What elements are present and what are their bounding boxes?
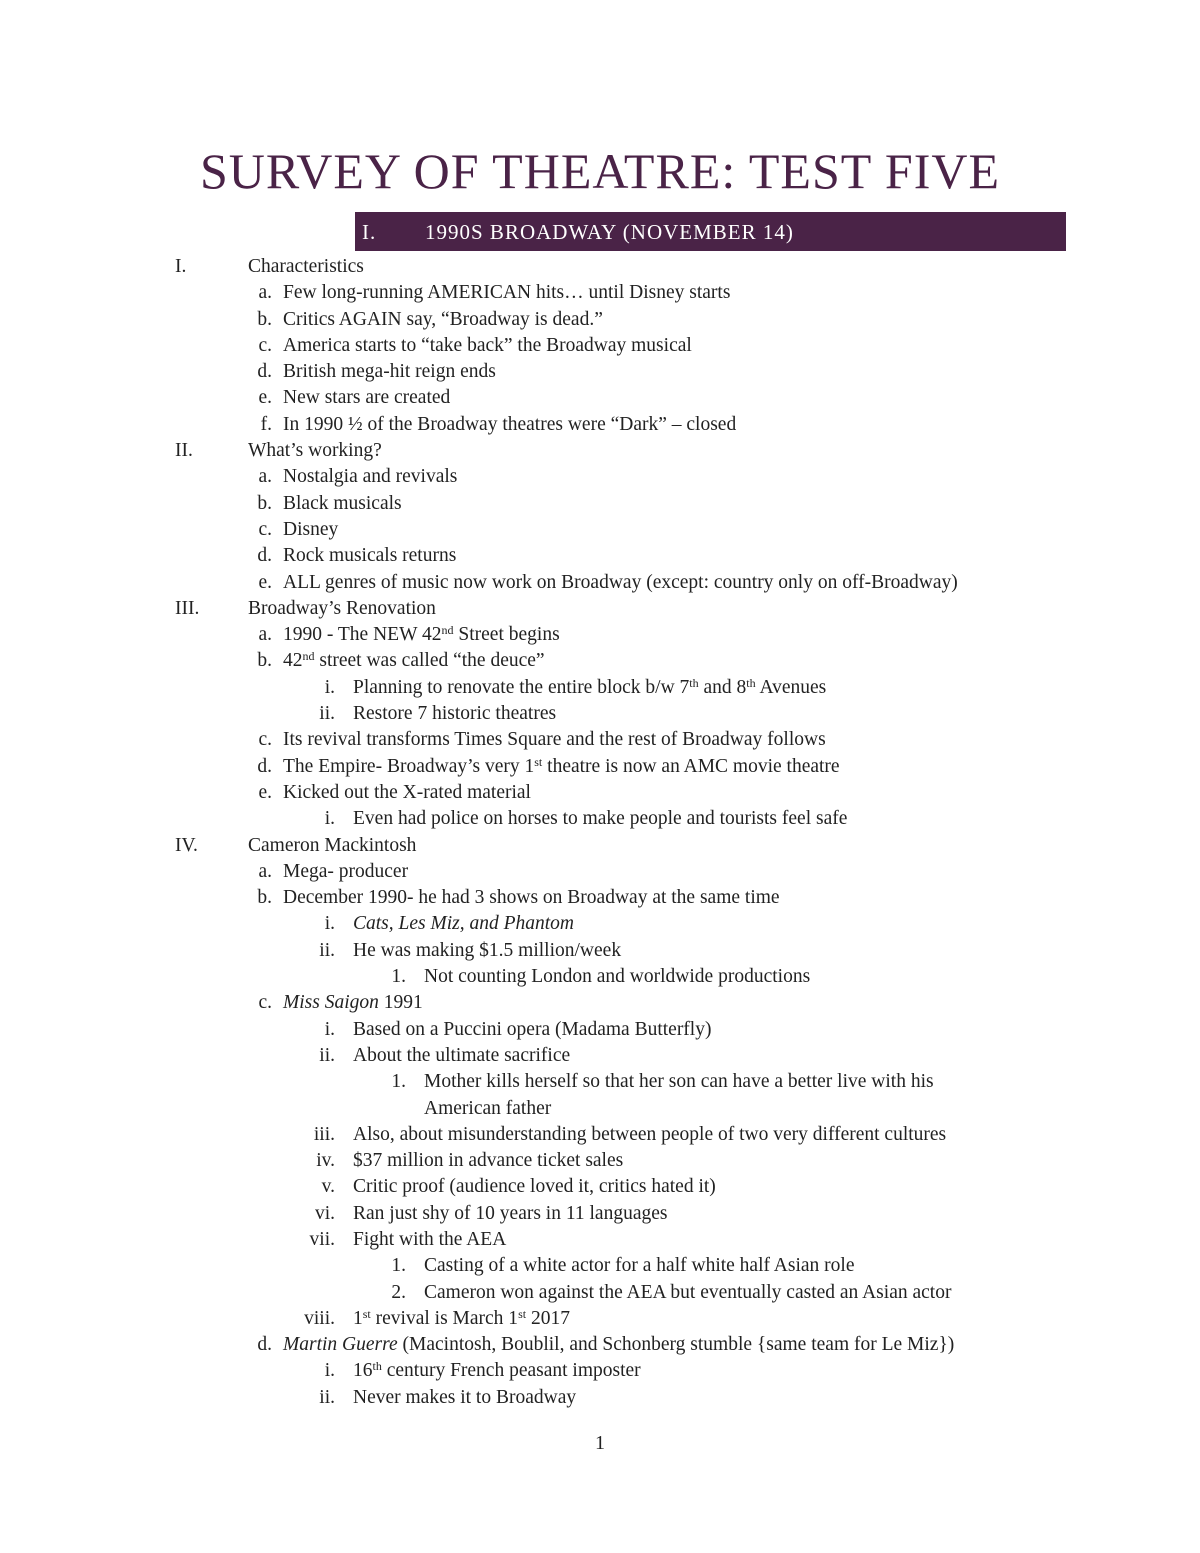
outline-item	[0, 754, 1200, 780]
outline-item	[0, 622, 1200, 648]
outline-item	[0, 1332, 1200, 1358]
outline-text: Black musicals	[283, 492, 402, 514]
outline-item	[0, 1043, 1200, 1069]
outline-text: Kicked out the X-rated material	[283, 781, 531, 803]
outline-marker: b.	[257, 308, 272, 330]
outline-item	[0, 1096, 1200, 1122]
outline-marker: ii.	[319, 939, 335, 961]
outline-marker: i.	[324, 913, 335, 935]
outline-item	[0, 412, 1200, 438]
outline-text: Restore 7 historic theatres	[353, 703, 557, 725]
outline-item	[0, 885, 1200, 911]
outline-marker: IV.	[175, 834, 198, 856]
document-title: SURVEY OF THEATRE: TEST FIVE	[200, 143, 1000, 199]
outline-marker: v.	[321, 1176, 335, 1198]
outline-text: Broadway’s Renovation	[248, 597, 436, 619]
outline-item	[0, 701, 1200, 727]
outline-marker: i.	[324, 1018, 335, 1040]
section-number: I.	[362, 220, 377, 244]
outline-text: 1990 - The NEW 42nd Street begins	[283, 623, 560, 646]
outline-item	[0, 570, 1200, 596]
outline-item	[0, 833, 1200, 859]
outline-text: Rock musicals returns	[283, 545, 457, 567]
outline-marker: d.	[257, 755, 272, 777]
outline-item	[0, 938, 1200, 964]
section-heading-banner	[355, 212, 1066, 251]
outline-text: Miss Saigon 1991	[283, 992, 423, 1014]
outline-item	[0, 859, 1200, 885]
outline-text: In 1990 ½ of the Broadway theatres were “Dark” – closed	[283, 413, 737, 435]
outline-item	[0, 280, 1200, 306]
outline-marker: vi.	[314, 1202, 335, 1224]
outline-marker: c.	[258, 334, 272, 356]
outline-text: Also, about misunderstanding between people of two very different cultures	[353, 1123, 947, 1145]
outline-text: Critics AGAIN say, “Broadway is dead.”	[283, 308, 603, 330]
outline-marker: II.	[175, 440, 193, 462]
outline-marker: d.	[257, 1334, 272, 1356]
outline-text: Never makes it to Broadway	[353, 1386, 577, 1408]
outline-marker: e.	[258, 571, 272, 593]
outline-item	[0, 464, 1200, 490]
outline-item	[0, 517, 1200, 543]
outline-marker: ii.	[319, 1044, 335, 1066]
outline-text: Martin Guerre (Macintosh, Boublil, and Schonberg stumble {same team for Le Miz})	[283, 1334, 955, 1356]
outline-item	[0, 990, 1200, 1016]
outline-marker: iv.	[316, 1150, 335, 1172]
outline-marker: b.	[257, 650, 272, 672]
outline-marker: 1.	[391, 1071, 406, 1093]
outline-text: Fight with the AEA	[353, 1228, 507, 1250]
outline-marker: i.	[324, 808, 335, 830]
outline-text: Not counting London and worldwide productions	[424, 966, 811, 988]
outline-item	[0, 648, 1200, 674]
outline-item	[0, 780, 1200, 806]
outline-marker: a.	[258, 466, 272, 488]
outline-marker: a.	[258, 860, 272, 882]
outline-text: Based on a Puccini opera (Madama Butterfly)	[353, 1018, 712, 1040]
outline-item	[0, 596, 1200, 622]
outline-item	[0, 1148, 1200, 1174]
outline-item	[0, 1358, 1200, 1384]
outline-text: Few long-running AMERICAN hits… until Disney starts	[283, 282, 731, 304]
outline-text: What’s working?	[248, 440, 382, 462]
outline-text: Mega- producer	[283, 860, 409, 882]
outline-text: British mega-hit reign ends	[283, 361, 496, 383]
outline-marker: b.	[257, 492, 272, 514]
outline-item	[0, 333, 1200, 359]
outline-marker: i.	[324, 1360, 335, 1382]
outline-marker: c.	[258, 518, 272, 540]
outline-text: He was making $1.5 million/week	[353, 939, 622, 961]
outline-item	[0, 911, 1200, 937]
outline-list	[0, 254, 1200, 1411]
outline-marker: 2.	[391, 1281, 406, 1303]
outline-marker: vii.	[309, 1228, 335, 1250]
outline-item	[0, 1017, 1200, 1043]
outline-marker: e.	[258, 781, 272, 803]
outline-marker: f.	[260, 413, 272, 435]
outline-item	[0, 1201, 1200, 1227]
outline-marker: ii.	[319, 1386, 335, 1408]
outline-text: Planning to renovate the entire block b/w 7th and 8th Avenues	[353, 675, 827, 698]
outline-text: New stars are created	[283, 387, 451, 409]
outline-item	[0, 1385, 1200, 1411]
outline-text: Its revival transforms Times Square and the rest of Broadway follows	[283, 729, 826, 751]
outline-text: About the ultimate sacrifice	[353, 1044, 571, 1066]
outline-marker: b.	[257, 887, 272, 909]
outline-text: 42nd street was called “the deuce”	[283, 649, 545, 672]
outline-text: December 1990- he had 3 shows on Broadway at the same time	[283, 887, 780, 909]
outline-text: Mother kills herself so that her son can have a better live with his	[424, 1071, 934, 1093]
outline-text: America starts to “take back” the Broadway musical	[283, 334, 692, 356]
outline-marker: ii.	[319, 703, 335, 725]
outline-marker: a.	[258, 624, 272, 646]
outline-text: Cats, Les Miz, and Phantom	[353, 913, 575, 935]
outline-item	[0, 806, 1200, 832]
outline-text: Disney	[283, 518, 339, 540]
outline-item	[0, 1253, 1200, 1279]
page-number: 1	[595, 1432, 605, 1454]
outline-marker: d.	[257, 361, 272, 383]
outline-text: 1st revival is March 1st 2017	[353, 1306, 570, 1329]
outline-marker: iii.	[313, 1123, 335, 1145]
outline-marker: 1.	[391, 966, 406, 988]
outline-marker: I.	[175, 256, 187, 277]
outline-text: Casting of a white actor for a half white half Asian role	[424, 1255, 855, 1277]
outline-marker: a.	[258, 282, 272, 304]
outline-marker: 1.	[391, 1255, 406, 1277]
outline-item	[0, 964, 1200, 990]
outline-item	[0, 254, 1200, 280]
outline-marker: d.	[257, 545, 272, 567]
outline-text: Cameron Mackintosh	[248, 834, 417, 856]
outline-item	[0, 1227, 1200, 1253]
outline-marker: c.	[258, 992, 272, 1014]
outline-marker: e.	[258, 387, 272, 409]
outline-text: ALL genres of music now work on Broadway (except: country only on off-Broadway)	[283, 571, 958, 593]
outline-item	[0, 543, 1200, 569]
outline-text: The Empire- Broadway’s very 1st theatre is now an AMC movie theatre	[283, 754, 840, 777]
outline-item	[0, 438, 1200, 464]
outline-item	[0, 1174, 1200, 1200]
outline-marker: i.	[324, 676, 335, 698]
outline-item	[0, 727, 1200, 753]
outline-text: American father	[424, 1097, 552, 1119]
outline-text: Ran just shy of 10 years in 11 languages	[353, 1202, 668, 1224]
outline-item	[0, 385, 1200, 411]
outline-item	[0, 1306, 1200, 1332]
section-heading: 1990S BROADWAY (NOVEMBER 14)	[425, 220, 794, 244]
outline-item	[0, 1280, 1200, 1306]
outline-text: Characteristics	[248, 256, 364, 277]
outline-text: Nostalgia and revivals	[283, 466, 458, 488]
outline-marker: viii.	[304, 1307, 335, 1329]
outline-item	[0, 307, 1200, 333]
outline-item	[0, 1122, 1200, 1148]
outline-item	[0, 491, 1200, 517]
outline-text: Critic proof (audience loved it, critics hated it)	[353, 1176, 716, 1198]
outline-text: Even had police on horses to make people and tourists feel safe	[353, 808, 848, 830]
outline-text: $37 million in advance ticket sales	[353, 1150, 624, 1172]
outline-marker: III.	[175, 597, 200, 619]
outline-text: 16th century French peasant imposter	[353, 1359, 641, 1382]
outline-text: Cameron won against the AEA but eventually casted an Asian actor	[424, 1281, 952, 1303]
outline-item	[0, 359, 1200, 385]
outline-item	[0, 675, 1200, 701]
outline-marker: c.	[258, 729, 272, 751]
outline-item	[0, 1069, 1200, 1095]
